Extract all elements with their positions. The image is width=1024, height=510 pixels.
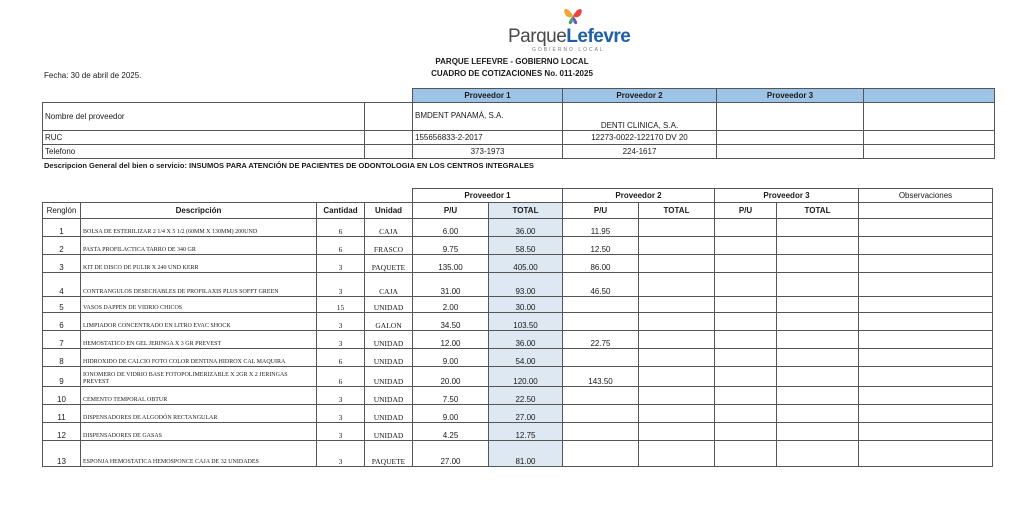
item-unit: UNIDAD [365,297,413,313]
item-p2-total [639,219,715,237]
item-p3-unit-price [715,313,777,331]
item-observations [859,387,993,405]
items-provider-2-header: Proveedor 2 [563,189,715,203]
item-quantity: 3 [317,405,365,423]
header-entity: PARQUE LEFEVRE - GOBIERNO LOCAL [435,57,589,66]
item-quantity: 3 [317,331,365,349]
provider-1-phone: 373-1973 [413,145,563,159]
item-p3-unit-price [715,273,777,297]
item-p2-unit-price [563,297,639,313]
butterfly-icon [562,6,584,26]
items-provider-3-header: Proveedor 3 [715,189,859,203]
provider-1-header: Proveedor 1 [413,89,563,103]
item-observations [859,367,993,387]
item-unit: UNIDAD [365,387,413,405]
col-p2-pu: P/U [563,203,639,219]
item-p1-unit-price: 6.00 [413,219,489,237]
provider-3-header: Proveedor 3 [717,89,864,103]
item-p2-total [639,313,715,331]
item-p3-unit-price [715,405,777,423]
item-quantity: 3 [317,255,365,273]
item-description: PASTA PROFILACTICA TARRO DE 340 GR [81,237,317,255]
item-p2-unit-price: 86.00 [563,255,639,273]
phone-label: Telefono [43,145,365,159]
col-p1-pu: P/U [413,203,489,219]
table-row [43,313,993,331]
item-p3-total [777,313,859,331]
table-row [43,423,993,441]
item-quantity: 6 [317,237,365,255]
item-p1-unit-price: 4.25 [413,423,489,441]
table-row [43,273,993,297]
item-p3-total [777,219,859,237]
item-p2-unit-price: 12.50 [563,237,639,255]
item-quantity: 6 [317,367,365,387]
item-p1-unit-price: 27.00 [413,441,489,467]
item-description: LIMPIADOR CONCENTRADO EN LITRO EVAC SHOCK [81,313,317,331]
item-p3-unit-price [715,349,777,367]
item-p2-total [639,387,715,405]
col-p1-total: TOTAL [489,203,563,219]
table-row [43,367,993,387]
item-p2-unit-price [563,349,639,367]
item-observations [859,423,993,441]
provider-info-table [42,88,995,159]
item-quantity: 3 [317,387,365,405]
provider-name-label: Nombre del proveedor [43,103,365,131]
item-p3-total [777,297,859,313]
item-unit: PAQUETE [365,255,413,273]
item-p1-unit-price: 20.00 [413,367,489,387]
item-p2-unit-price: 11.95 [563,219,639,237]
logo-wordmark: ParqueLefevre [508,26,631,47]
col-descripcion: Descripción [81,203,317,219]
item-p3-unit-price [715,441,777,467]
item-p2-total [639,297,715,313]
item-p2-total [639,405,715,423]
item-p1-total: 103.50 [489,313,563,331]
item-p1-total: 405.00 [489,255,563,273]
item-number: 11 [43,405,81,423]
item-quantity: 6 [317,349,365,367]
table-row [43,441,993,467]
item-p2-total [639,237,715,255]
item-p3-total [777,423,859,441]
item-observations [859,255,993,273]
item-p1-total: 36.00 [489,219,563,237]
item-p1-total: 30.00 [489,297,563,313]
item-p3-unit-price [715,297,777,313]
item-p3-total [777,387,859,405]
item-p2-unit-price [563,441,639,467]
table-row [43,219,993,237]
table-row [43,331,993,349]
item-p1-unit-price: 7.50 [413,387,489,405]
provider-1-ruc: 155656833-2-2017 [413,131,563,145]
observations-header: Observaciones [859,189,993,203]
col-p3-pu: P/U [715,203,777,219]
item-p1-unit-price: 31.00 [413,273,489,297]
item-description: HIDROXIDO DE CALCIO FOTO COLOR DENTINA HIDROX CAL MAQUIRA [81,349,317,367]
item-p3-total [777,441,859,467]
item-p2-unit-price [563,405,639,423]
header-title: CUADRO DE COTIZACIONES No. 011-2025 [431,69,593,78]
items-provider-1-header: Proveedor 1 [413,189,563,203]
item-number: 13 [43,441,81,467]
item-description: HEMOSTATICO EN GEL JERINGA X 3 GR PREVEST [81,331,317,349]
provider-2-header: Proveedor 2 [563,89,717,103]
item-p2-unit-price [563,387,639,405]
item-p3-unit-price [715,219,777,237]
item-unit: FRASCO [365,237,413,255]
item-p3-total [777,405,859,423]
item-quantity: 15 [317,297,365,313]
col-p2-total: TOTAL [639,203,715,219]
item-number: 8 [43,349,81,367]
item-p3-total [777,255,859,273]
item-p1-total: 27.00 [489,405,563,423]
item-p3-total [777,273,859,297]
item-number: 7 [43,331,81,349]
provider-2-phone: 224-1617 [563,145,717,159]
item-unit: CAJA [365,273,413,297]
item-p1-total: 58.50 [489,237,563,255]
item-quantity: 6 [317,219,365,237]
item-number: 1 [43,219,81,237]
document-date: Fecha: 30 de abril de 2025. [44,71,142,80]
item-observations [859,219,993,237]
item-description: BOLSA DE ESTERILIZAR 2 1/4 X 5 1/2 (60MM X 130MM) 200UND [81,219,317,237]
item-p2-total [639,441,715,467]
item-observations [859,297,993,313]
parque-lefevre-logo [508,6,648,54]
item-p3-unit-price [715,331,777,349]
item-p3-unit-price [715,367,777,387]
item-p1-unit-price: 12.00 [413,331,489,349]
item-number: 3 [43,255,81,273]
col-p3-total: TOTAL [777,203,859,219]
item-p1-unit-price: 135.00 [413,255,489,273]
item-p2-total [639,255,715,273]
item-observations [859,273,993,297]
item-p1-unit-price: 9.00 [413,405,489,423]
item-observations [859,331,993,349]
col-unidad: Unidad [365,203,413,219]
item-p1-total: 93.00 [489,273,563,297]
item-p3-total [777,367,859,387]
item-description: CEMENTO TEMPORAL OBTUR [81,387,317,405]
item-p3-total [777,349,859,367]
item-description: ESPONJA HEMOSTATICA HEMOSPONCE CAJA DE 32 UNIDADES [81,441,317,467]
item-p1-total: 120.00 [489,367,563,387]
item-p3-total [777,331,859,349]
item-p2-total [639,273,715,297]
item-number: 6 [43,313,81,331]
table-row [43,255,993,273]
item-description: KIT DE DISCO DE PULIR X 240 UND KERR [81,255,317,273]
item-p1-unit-price: 34.50 [413,313,489,331]
item-p3-unit-price [715,255,777,273]
item-unit: UNIDAD [365,349,413,367]
item-p2-total [639,349,715,367]
quotation-items-table [42,188,993,467]
item-p1-total: 22.50 [489,387,563,405]
item-p3-unit-price [715,423,777,441]
item-p1-total: 12.75 [489,423,563,441]
item-p2-unit-price [563,423,639,441]
item-unit: UNIDAD [365,367,413,387]
table-row [43,405,993,423]
table-row [43,237,993,255]
item-number: 2 [43,237,81,255]
item-description: VASOS DAPPEN DE VIDRIO CHICOS [81,297,317,313]
item-p1-unit-price: 9.75 [413,237,489,255]
item-unit: CAJA [365,219,413,237]
table-row [43,349,993,367]
item-description: DISPENSADORES DE GASAS [81,423,317,441]
logo-subtitle: GOBIERNO LOCAL [532,47,605,53]
item-quantity: 3 [317,441,365,467]
provider-1-name: BMDENT PANAMÁ, S.A. [413,103,563,131]
item-p1-total: 81.00 [489,441,563,467]
item-observations [859,441,993,467]
item-number: 12 [43,423,81,441]
item-quantity: 3 [317,423,365,441]
item-unit: GALON [365,313,413,331]
item-unit: PAQUETE [365,441,413,467]
item-unit: UNIDAD [365,331,413,349]
item-p2-unit-price: 46.50 [563,273,639,297]
provider-2-name: DENTI CLINICA, S.A. [563,103,717,131]
general-description: Descripcion General del bien o servicio: INSUMOS PARA ATENCIÓN DE PACIENTES DE ODONTOLOGIA EN LOS CENTROS INTEGRALES [44,161,534,170]
item-unit: UNIDAD [365,405,413,423]
item-unit: UNIDAD [365,423,413,441]
item-number: 4 [43,273,81,297]
item-p2-total [639,367,715,387]
item-description: CONTRANGULOS DESECHABLES DE PROFILAXIS PLUS SOFFT GREEN [81,273,317,297]
item-observations [859,405,993,423]
col-cantidad: Cantidad [317,203,365,219]
item-p1-total: 54.00 [489,349,563,367]
item-observations [859,237,993,255]
item-p3-total [777,237,859,255]
item-p3-unit-price [715,387,777,405]
item-p2-unit-price [563,313,639,331]
item-p3-unit-price [715,237,777,255]
item-p2-unit-price: 143.50 [563,367,639,387]
item-quantity: 3 [317,313,365,331]
item-description: DISPENSADORES DE ALGODÓN RECTANGULAR [81,405,317,423]
col-renglon: Renglón [43,203,81,219]
item-p1-unit-price: 9.00 [413,349,489,367]
item-p2-total [639,423,715,441]
item-number: 10 [43,387,81,405]
ruc-label: RUC [43,131,365,145]
item-p2-unit-price: 22.75 [563,331,639,349]
table-row [43,387,993,405]
item-number: 9 [43,367,81,387]
item-number: 5 [43,297,81,313]
item-p1-total: 36.00 [489,331,563,349]
item-observations [859,313,993,331]
item-quantity: 3 [317,273,365,297]
item-p2-total [639,331,715,349]
provider-2-ruc: 12273-0022-122170 DV 20 [563,131,717,145]
table-row [43,297,993,313]
item-observations [859,349,993,367]
item-p1-unit-price: 2.00 [413,297,489,313]
item-description: IONOMERO DE VIDRIO BASE FOTOPOLIMERIZABLE X 2GR X 2 JERINGAS PREVEST [81,367,317,387]
